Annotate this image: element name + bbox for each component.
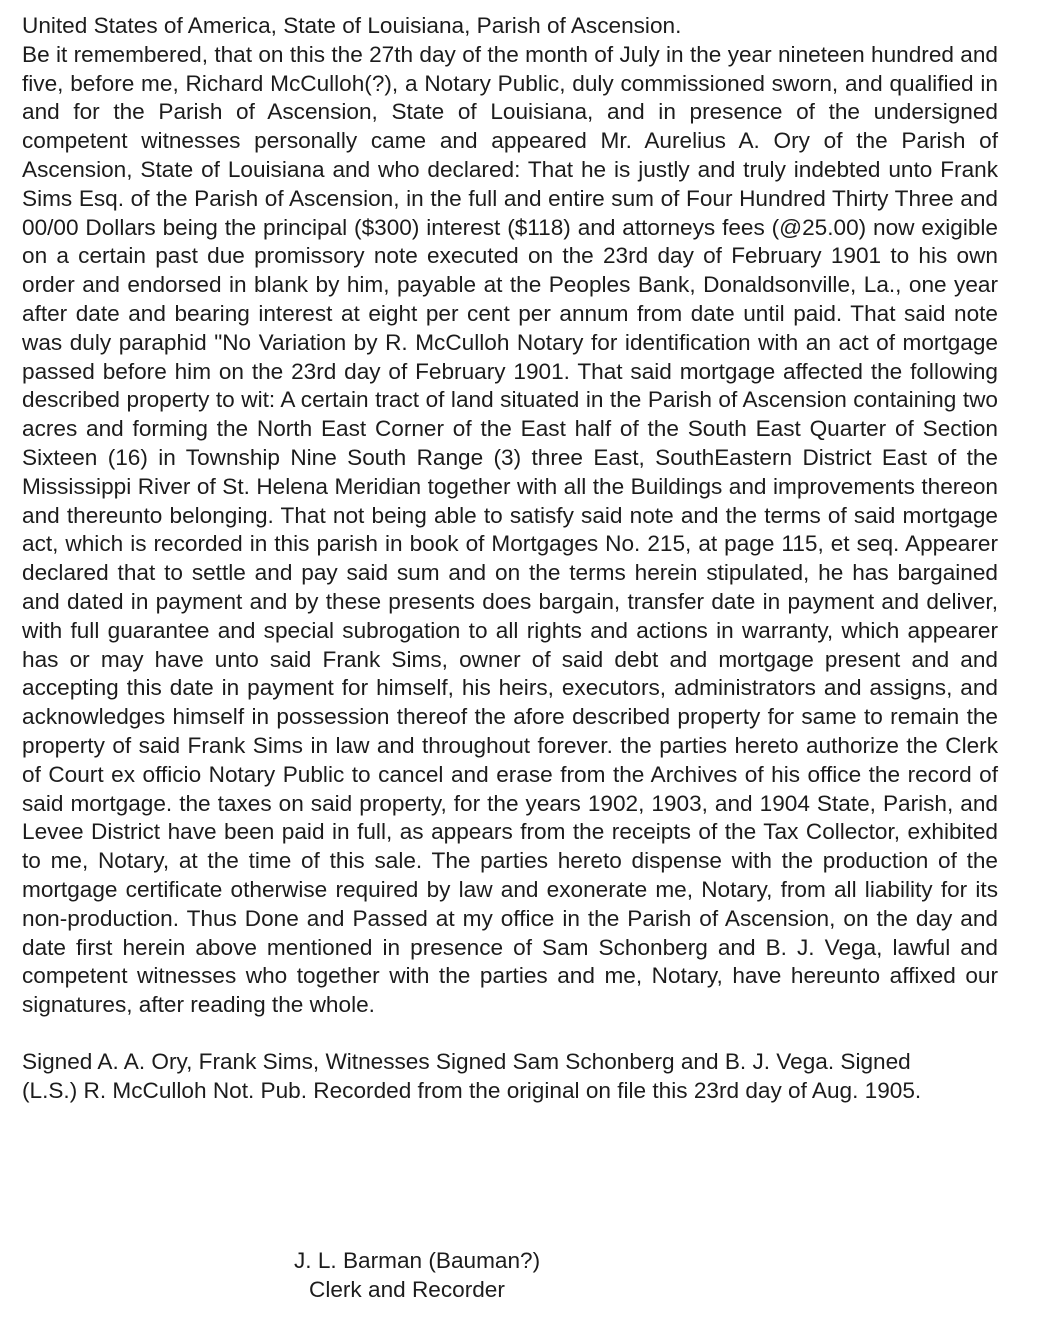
clerk-name: J. L. Barman (Bauman?) <box>294 1248 541 1273</box>
clerk-signature-block <box>294 1246 540 1304</box>
signatures-line-1: Signed A. A. Ory, Frank Sims, Witnesses Signed Sam Schonberg and B. J. Vega. Signed <box>22 1048 911 1074</box>
signatures-paragraph <box>22 1048 998 1106</box>
document-body: Be it remembered, that on this the 27th day of the month of July in the year nineteen hundred and five, before me, Richard McCulloh(?), a Notary Public, duly commissioned sworn, and qualified in and for the Parish of Ascension, State of Louisiana, and in presence of the undersigned competent witnesses personally came and appeared Mr. Aurelius A. Ory of the Parish of Ascension, State of Louisiana and who declared: That he is justly and truly indebted unto Frank Sims Esq. of the Parish of Ascension, in the full and entire sum of Four Hundred Thirty Three and 00/00 Dollars being the principal ($300) interest ($118) and attorneys fees (@25.00) now exigible on a certain past due promissory note executed on the 23rd day of February 1901 to his own order and endorsed in blank by him, payable at the Peoples Bank, Donaldsonville, La., one year after date and bearing interest at eight per cent per annum from date until paid. That said note was duly paraphid "No Variation by R. McCulloh Notary for identification with an act of mortgage passed before him on the 23rd day of February 1901. That said mortgage affected the following described property to wit: A certain tract of land situated in the Parish of Ascension containing two acres and forming the North East Corner of the East half of the South East Quarter of Section Sixteen (16) in Township Nine South Range (3) three East, SouthEastern District East of the Mississippi River of St. Helena Meridian together with all the Buildings and improvements thereon and thereunto belonging. That not being able to satisfy said note and the terms of said mortgage act, which is recorded in this parish in book of Mortgages No. 215, at page 115, et seq. Appearer declared that to settle and pay said sum and on the terms herein stipulated, he has bargained and dated in payment and by these presents does bargain, transfer date in payment and deliver, with full guarantee and special subrogation to all rights and actions in warranty, which appearer has or may have unto said Frank Sims, owner of said debt and mortgage present and and accepting this date in payment for himself, his heirs, executors, administrators and assigns, and acknowledges himself in possession thereof the afore described property for same to remain the property of said Frank Sims in law and throughout forever. the parties hereto authorize the Clerk of Court ex officio Notary Public to cancel and erase from the Archives of his office the record of said mortgage. the taxes on said property, for the years 1902, 1903, and 1904 State, Parish, and Levee District have been paid in full, as appears from the receipts of the Tax Collector, exhibited to me, Notary, at the time of this sale. The parties hereto dispense with the production of the mortgage certificate otherwise required by law and exonerate me, Notary, from all liability for its non-production. Thus Done and Passed at my office in the Parish of Ascension, on the day and date first herein above mentioned in presence of Sam Schonberg and B. J. Vega, lawful and competent witnesses who together with the parties and me, Notary, have hereunto affixed our signatures, after reading the whole. <box>22 41 998 1018</box>
document-page <box>22 12 998 1105</box>
document-heading: United States of America, State of Louisiana, Parish of Ascension. <box>22 13 682 38</box>
signatures-line-2: (L.S.) R. McCulloh Not. Pub. Recorded from the original on file this 23rd day of Aug. 1905. <box>22 1077 922 1103</box>
clerk-title: Clerk and Recorder <box>309 1277 505 1302</box>
